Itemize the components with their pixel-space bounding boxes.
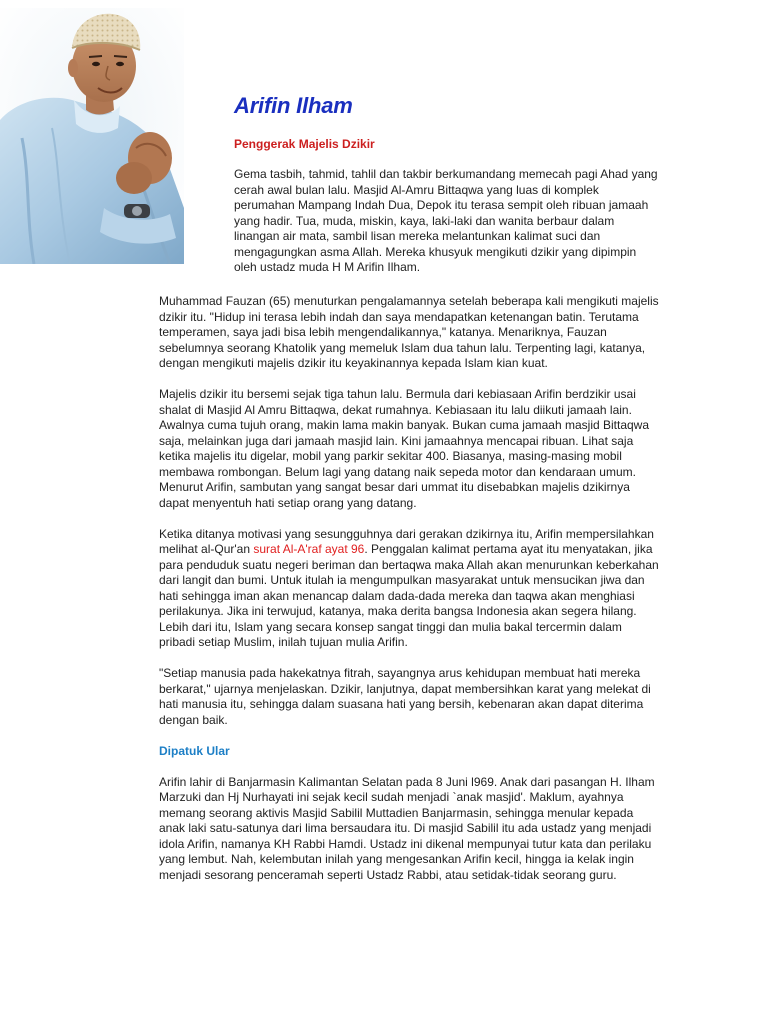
intro-paragraph: Gema tasbih, tahmid, tahlil dan takbir berkumandang memecah pagi Ahad yang cerah awal bulan lalu. Masjid Al-Amru Bittaqwa yang luas di komplek perumahan Mampang Indah Dua, Depok itu terasa sempit oleh ribuan jamaah yang hadir. Tua, muda, miskin, kaya, laki-laki dan wanita berbaur dalam linangan air mata, sambil lisan mereka melantunkan kalimat suci dan mengagungkan asma Allah. Mereka khusyuk mengikuti dzikir yang dipimpin oleh ustadz muda H M Arifin Ilham. — [234, 167, 658, 274]
paragraph-fauzan: Muhammad Fauzan (65) menuturkan pengalamannya setelah beberapa kali mengikuti majelis dzikir itu. "Hidup ini terasa lebih indah dan saya mendapatkan ketenangan batin. Terutama temperamen, saya jadi bisa lebih mengendalikannya," katanya. Menariknya, Fauzan sebelumnya seorang Khatolik yang memeluk Islam dua tahun lalu. Terpenting lagi, katanya, dengan mengikuti majelis dzikir itu keyakinannya kepada Islam kian kuat. — [159, 294, 659, 370]
paragraph-motivation-end: . Penggalan kalimat pertama ayat itu menyatakan, jika para penduduk suatu negeri beriman dan bertaqwa maka Allah akan menurunkan keberkahan dari langit dan bumi. Untuk itulah ia mengumpulkan masyarakat untuk mensucikan jiwa dan hati sehingga iman akan menancap dalam dada-dada mereka dan taqwa akan menghiasi perilakunya. Jika ini terwujud, katanya, maka derita bangsa Indonesia akan segera hilang. Lebih dari itu, Islam yang secara konsep sangat tinggi dan mulia bakal tercermin dalam pribadi setiap Muslim, inilah tujuan mulia Arifin. — [159, 542, 659, 649]
paragraph-motivation-start: Ketika ditanya motivasi yang sesungguhnya dari gerakan dzikirnya itu, Arifin mempersilahkan melihat al-Qur'an — [159, 526, 654, 556]
paragraph-motivation — [159, 527, 659, 651]
article-body — [159, 294, 659, 899]
paragraph-biography: Arifin lahir di Banjarmasin Kalimantan Selatan pada 8 Juni l969. Anak dari pasangan H. Ilham Marzuki dan Hj Nurhayati ini sejak kecil sudah menjadi `anak masjid'. Maklum, ayahnya memang seorang aktivis Masjid Sabilil Muttadien Banjarmasin, sehingga menular kepada anak laki satu-satunya dari lima bersaudara itu. Di masjid Sabilil itu ada ustadz yang menjadi idola Arifin, namanya KH Rabbi Hamdi. Ustadz ini dikenal mempunyai tutur kata dan perilaku yang lembut. Nah, kelembutan inilah yang mengesankan Arifin kecil, hingga ia kelak ingin menjadi sesorang penceramah seperti Ustadz Rabbi, atau setidak-tidak seorang guru. — [159, 774, 655, 882]
surat-al-araf-link[interactable]: surat Al-A'raf ayat 96 — [253, 542, 365, 556]
paragraph-history: Majelis dzikir itu bersemi sejak tiga tahun lalu. Bermula dari kebiasaan Arifin berdzikir usai shalat di Masjid Al Amru Bittaqwa, dekat rumahnya. Kebiasaan itu lalu diikuti jamaah lain. Awalnya cuma tujuh orang, makin lama makin banyak. Bukan cuma jamaah masjid Bittaqwa saja, melainkan juga dari jamaah masjid lain. Kini jamaahnya mencapai ribuan. Lihat saja ketika majelis itu digelar, mobil yang parkir sekitar 400. Biasanya, masing-masing mobil membawa rombongan. Belum lagi yang datang naik sepeda motor dan kendaraan umum. Menurut Arifin, sambutan yang sangat besar dari ummat itu disebabkan majelis dzikirnya dapat menyentuh hati setiap orang yang datang. — [159, 387, 650, 510]
portrait-photo — [0, 8, 184, 264]
article-title: Arifin Ilham — [234, 93, 353, 118]
article-subtitle: Penggerak Majelis Dzikir — [234, 137, 375, 151]
section-heading-dipatuk-ular: Dipatuk Ular — [159, 743, 230, 758]
paragraph-fitrah: "Setiap manusia pada hakekatnya fitrah, sayangnya arus kehidupan membuat hati mereka berkarat," ujarnya menjelaskan. Dzikir, lanjutnya, dapat membersihkan karat yang melekat di hati manusia itu, sehingga dalam suasana hati yang bersih, kebenaran akan dapat diterima dengan baik. — [159, 666, 651, 727]
